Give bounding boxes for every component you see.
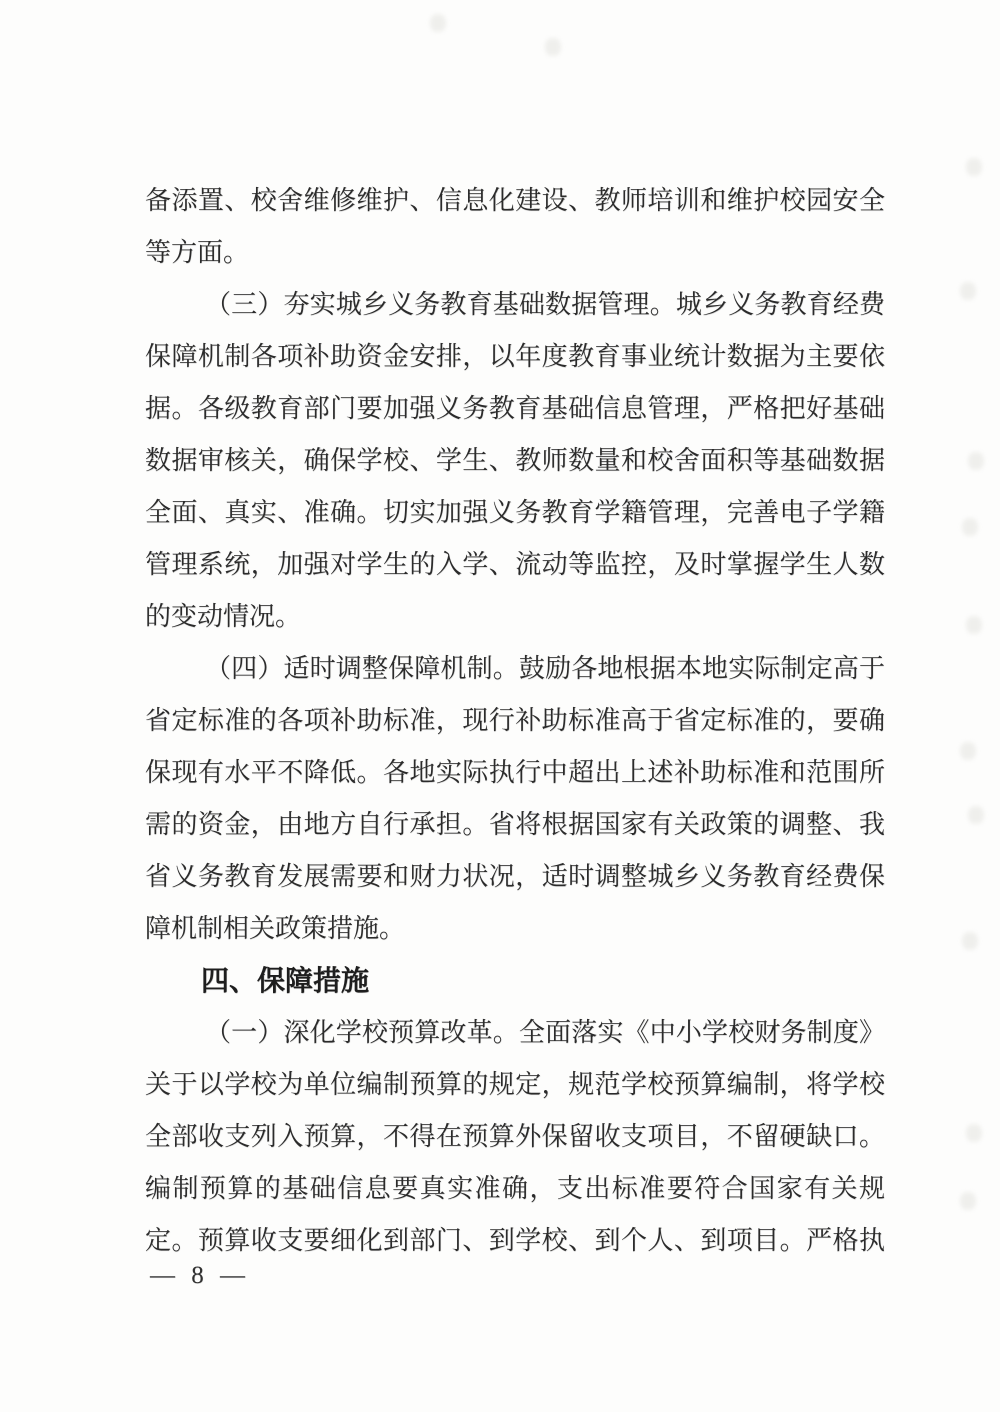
text-line: 需的资金，由地方自行承担。省将根据国家有关政策的调整、我 [145,810,885,839]
section-heading: 四、保障措施 [201,965,370,996]
text-line: （一）深化学校预算改革。全面落实《中小学校财务制度》 [205,1018,885,1047]
text-line: 备添置、校舍维修维护、信息化建设、教师培训和维护校园安全 [145,186,885,215]
text-line: 据。各级教育部门要加强义务教育基础信息管理，严格把好基础 [145,394,885,423]
scan-artifact [968,452,984,470]
text-line: （四）适时调整保障机制。鼓励各地根据本地实际制定高于 [205,654,885,683]
text-line: 编制预算的基础信息要真实准确，支出标准要符合国家有关规 [145,1174,885,1203]
text-line: 障机制相关政策措施。 [145,914,406,943]
scan-artifact [960,742,976,760]
text-line: 数据审核关，确保学校、学生、教师数量和校舍面积等基础数据 [145,446,885,475]
scan-artifact [966,616,982,634]
page-number: — 8 — [150,1262,250,1289]
text-line: 全部收支列入预算，不得在预算外保留收支项目，不留硬缺口。 [145,1122,885,1151]
scan-artifact [968,806,984,824]
scan-artifact [430,14,446,32]
text-line: 等方面。 [145,238,250,267]
text-line: （三）夯实城乡义务教育基础数据管理。城乡义务教育经费 [205,290,885,319]
text-line: 的变动情况。 [145,602,302,631]
document-text-block [145,175,885,1267]
scan-artifact [960,282,976,300]
text-line: 保障机制各项补助资金安排，以年度教育事业统计数据为主要依 [145,342,885,371]
text-line: 定。预算收支要细化到部门、到学校、到个人、到项目。严格执 [145,1226,885,1255]
text-line: 省义务教育发展需要和财力状况，适时调整城乡义务教育经费保 [145,862,885,891]
text-line: 关于以学校为单位编制预算的规定，规范学校预算编制，将学校 [145,1070,885,1099]
text-line: 保现有水平不降低。各地实际执行中超出上述补助标准和范围所 [145,758,885,787]
scan-artifact [962,518,978,536]
text-line: 省定标准的各项补助标准，现行补助标准高于省定标准的，要确 [145,706,885,735]
text-line: 管理系统，加强对学生的入学、流动等监控，及时掌握学生人数 [145,550,885,579]
scan-artifact [966,158,982,176]
scan-artifact [545,38,561,56]
text-line: 全面、真实、准确。切实加强义务教育学籍管理，完善电子学籍 [145,498,885,527]
scan-artifact [966,1124,982,1142]
scan-artifact [962,932,978,950]
scan-artifact [960,1192,976,1210]
